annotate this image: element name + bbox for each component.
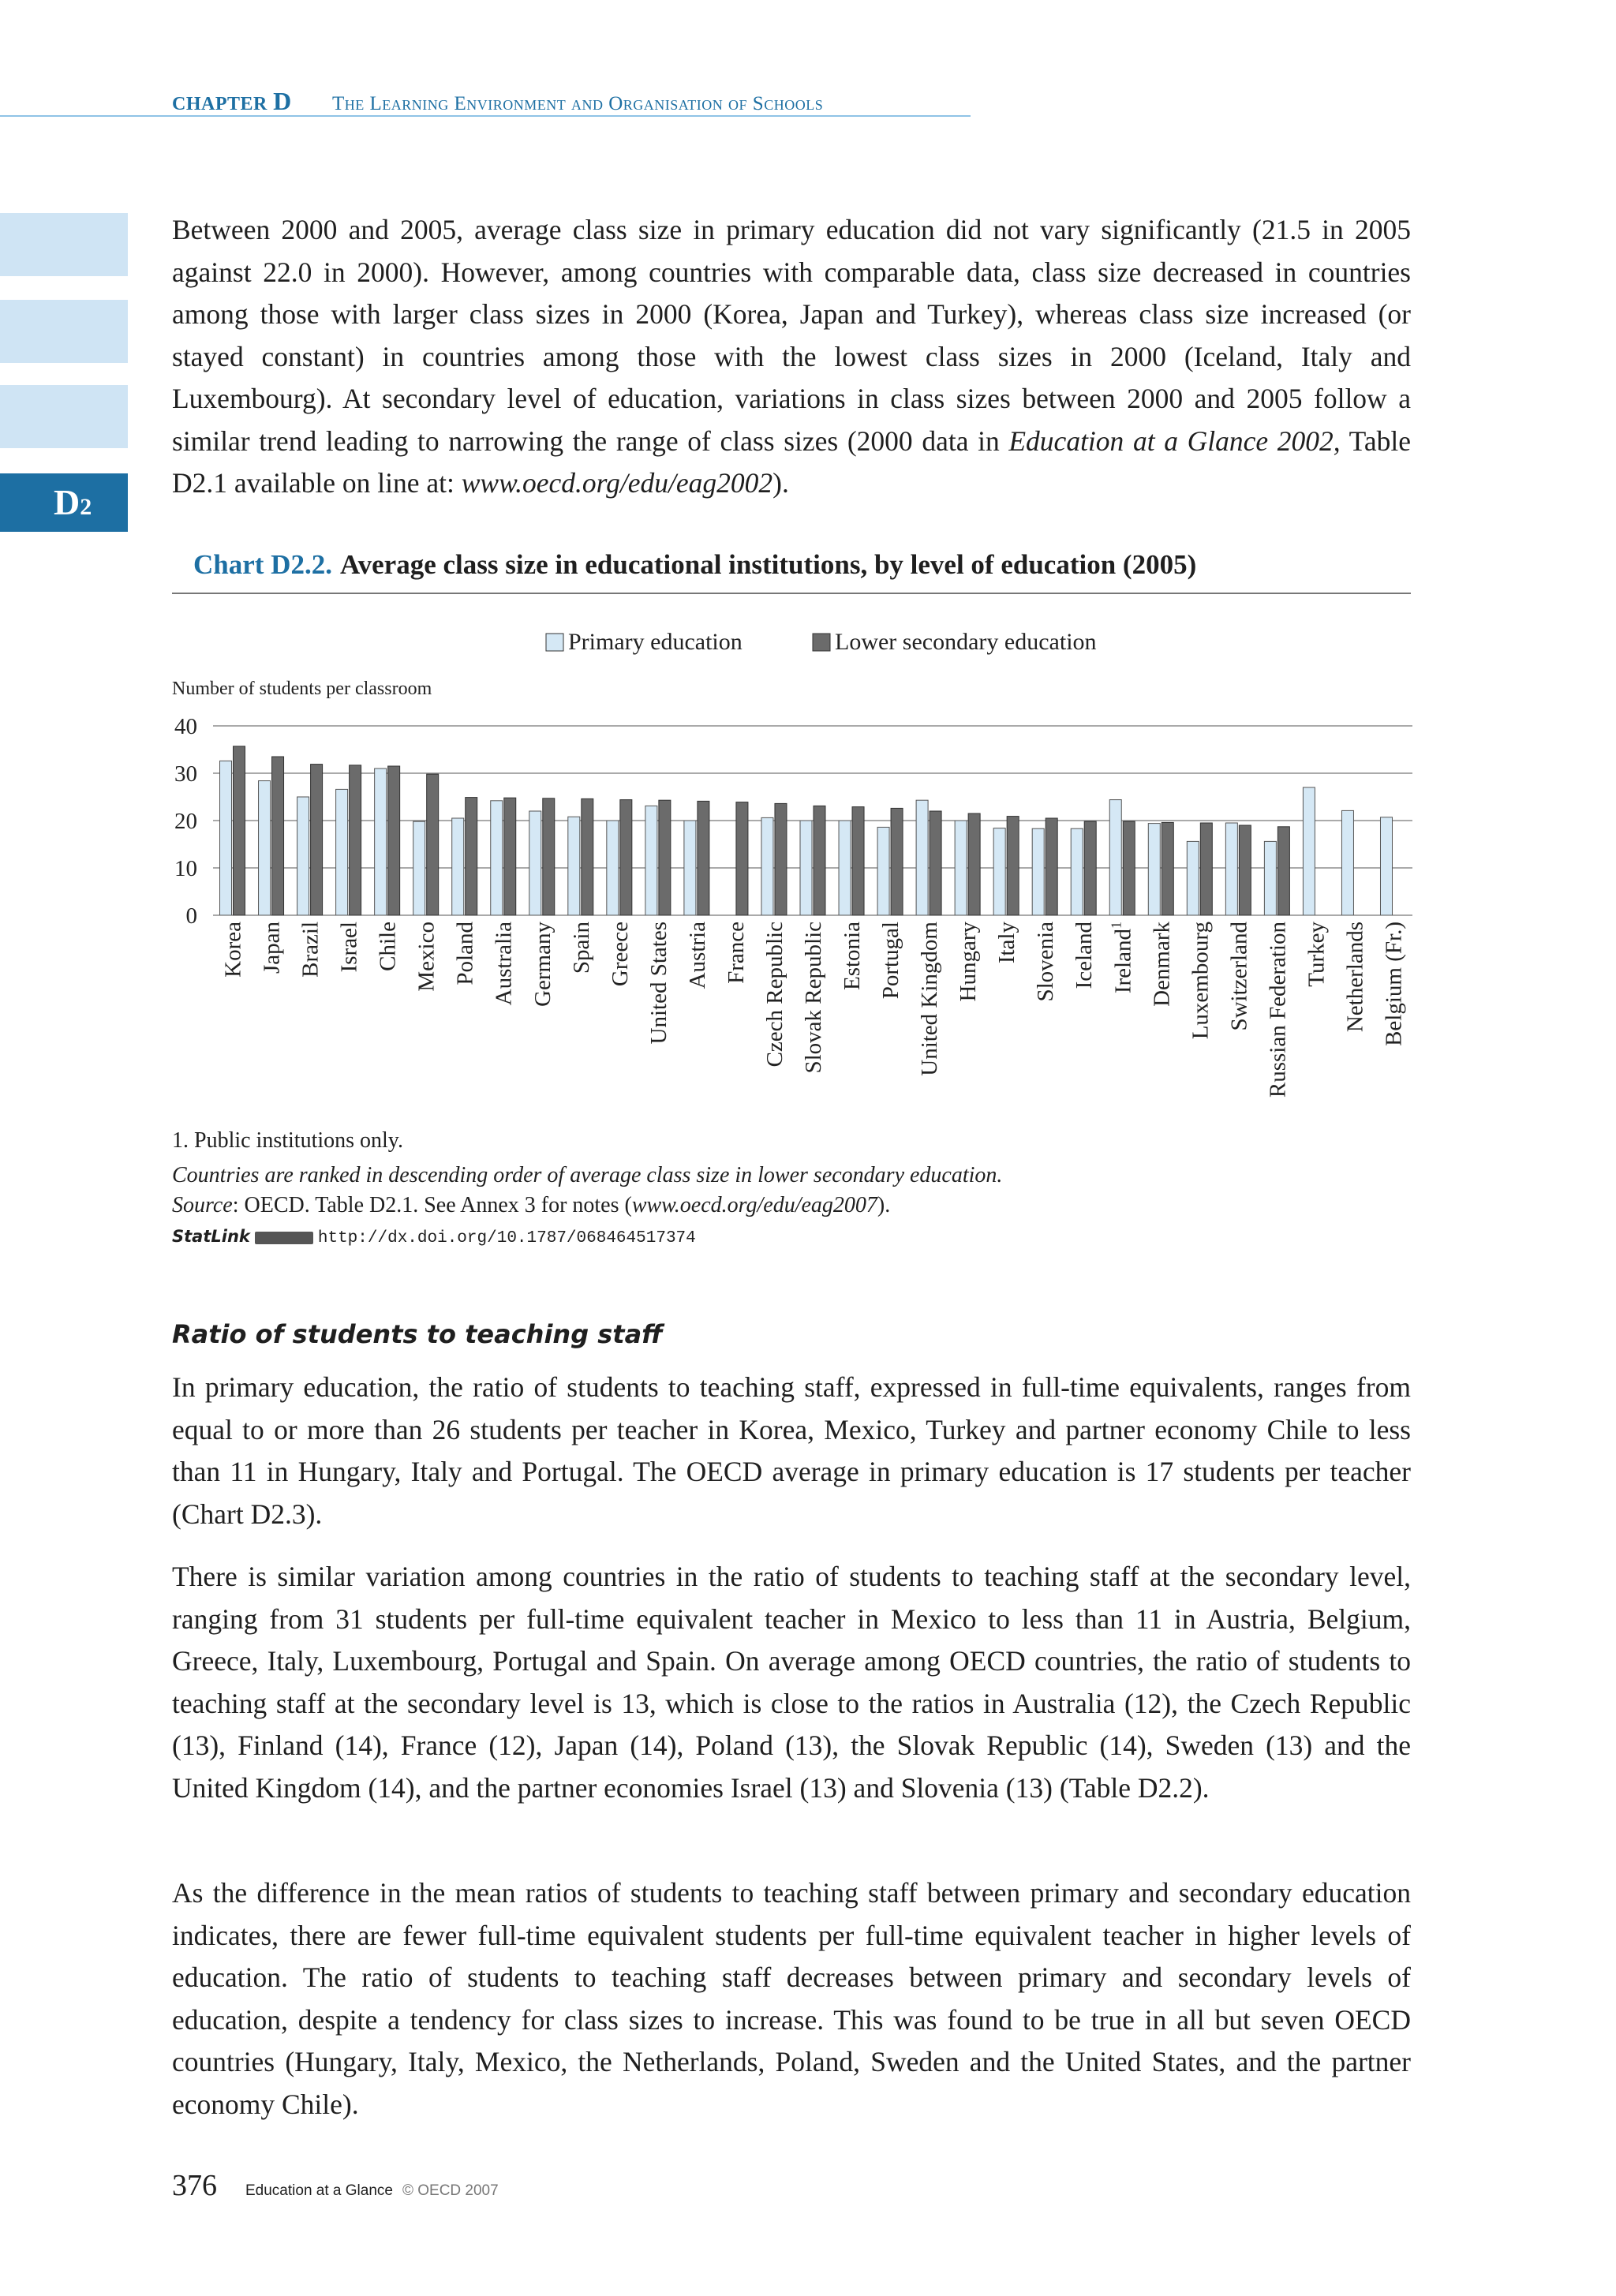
bar-primary: [955, 821, 967, 915]
x-tick-label: Denmark: [1149, 922, 1175, 1007]
bar-primary: [877, 827, 889, 915]
x-tick-label: Slovak Republic: [801, 922, 826, 1074]
side-tab-1: [0, 213, 128, 276]
bar-lower-secondary: [582, 798, 593, 915]
intro-paragraph: [172, 209, 1411, 505]
x-tick-label: Australia: [491, 922, 517, 1006]
copyright: © OECD 2007: [402, 2182, 499, 2199]
bar-lower-secondary: [930, 811, 941, 915]
statlink: [172, 1227, 696, 1247]
bar-primary: [375, 768, 387, 915]
x-tick-label: Korea: [220, 922, 246, 978]
intro-text-1: Between 2000 and 2005, average class size in primary education did not vary significantly (21.5 in 2005 against 22.0 in 2000). However, among countries with comparable data, class size decreased in countries among those with larger class sizes in 2000 (Korea, Japan and Turkey), whereas class size increased (or stayed constant) in countries among those with the lowest class sizes in 2000 (Iceland, Italy and Luxembourg). At secondary level of education, variations in class sizes between 2000 and 2005 follow a similar trend leading to narrowing the range of class sizes (2000 data in: [172, 214, 1411, 457]
bar-lower-secondary: [1162, 822, 1173, 915]
bar-lower-secondary: [311, 765, 323, 915]
bar-lower-secondary: [1277, 827, 1289, 915]
bar-lower-secondary: [1084, 821, 1096, 915]
body-paragraph-3: As the difference in the mean ratios of students to teaching staff between primary and secondary education indicates, there are fewer full-time equivalent students per full-time equivalent teacher in higher levels of education. The ratio of students to teaching staff decreases between primary and secondary levels of education, despite a tendency for class sizes to increase. This was found to be true in all but seven OECD countries (Hungary, Italy, Mexico, the Netherlands, Poland, Sweden and the United States, and the partner economy Chile).: [172, 1877, 1411, 2120]
chapter-label: CHAPTER: [172, 94, 267, 114]
x-tick-label: Germany: [529, 922, 556, 1007]
bar-chart: [158, 615, 1420, 1136]
ranking-note: Countries are ranked in descending order of average class size in lower secondary education.: [172, 1163, 1003, 1187]
side-tab-2: [0, 300, 128, 363]
x-tick-label: Japan: [259, 922, 285, 974]
bar-primary: [1225, 823, 1237, 915]
x-tick-label: Belgium (Fr.): [1381, 922, 1407, 1046]
bar-lower-secondary: [543, 798, 555, 915]
bar-lower-secondary: [1123, 821, 1135, 915]
x-tick-label: Chile: [375, 922, 401, 971]
bar-primary: [916, 800, 928, 915]
body-paragraph-2: There is similar variation among countries in the ratio of students to teaching staff at the secondary level, ranging from 31 students per full-time equivalent teacher in Mexico to less than 11 in Austria, Belgium, Greece, Italy, Luxembourg, Portugal and Spain. On average among OECD countries, the ratio of students to teaching staff at the secondary level is 13, which is close to the ratios in Australia (12), the Czech Republic (13), Finland (14), France (12), Japan (14), Poland (13), the Slovak Republic (14), Sweden (13) and the United Kingdom (14), and the partner economies Israel (13) and Slovenia (13) (Table D2.2).: [172, 1561, 1411, 1804]
bar-primary: [529, 811, 541, 915]
legend-label-lower-secondary: Lower secondary education: [835, 629, 1097, 655]
x-tick-label: Slovenia: [1033, 922, 1059, 1002]
bar-primary: [1380, 817, 1392, 915]
bar-primary: [761, 817, 773, 915]
x-tick-label: Turkey: [1304, 922, 1330, 987]
x-tick-label: Russian Federation: [1265, 922, 1291, 1098]
bar-lower-secondary: [891, 808, 903, 915]
chapter-title: The Learning Environment and Organisation of Schools: [331, 93, 824, 114]
bar-primary: [220, 761, 232, 915]
bar-lower-secondary: [504, 798, 516, 915]
bar-primary: [1071, 828, 1083, 915]
bar-lower-secondary: [736, 802, 748, 915]
footnote-mark: 1: [1108, 922, 1124, 929]
footnote: 1. Public institutions only.: [172, 1128, 403, 1153]
y-tick-label: 0: [185, 903, 197, 929]
chart-number: Chart D2.2.: [193, 549, 332, 580]
section-subheading: Ratio of students to teaching staff: [172, 1319, 663, 1349]
intro-italic: Education at a Glance 2002,: [1008, 424, 1341, 457]
running-header: [172, 87, 823, 116]
intro-url[interactable]: www.oecd.org/edu/eag2002: [461, 467, 773, 499]
bar-primary: [993, 828, 1005, 915]
page-number: 376: [172, 2169, 217, 2202]
bar-primary: [1187, 841, 1199, 915]
bar-lower-secondary: [1046, 818, 1057, 915]
bar-lower-secondary: [427, 774, 439, 915]
bar-lower-secondary: [814, 806, 825, 915]
intro-text-3: ).: [772, 467, 789, 499]
bar-primary: [1341, 810, 1353, 915]
intro-text-2: Table D2.1 available on line at:: [172, 424, 1411, 499]
bar-primary: [607, 821, 619, 915]
bar-primary: [1148, 824, 1160, 915]
bar-primary: [336, 789, 348, 915]
x-tick-label: Mexico: [413, 922, 440, 992]
bar-primary: [413, 821, 425, 915]
bar-lower-secondary: [234, 746, 245, 915]
bar-lower-secondary: [852, 807, 864, 915]
section-tab-letter: D: [54, 482, 80, 522]
legend-swatch-lower-secondary: [813, 634, 830, 651]
x-tick-label: Israel: [336, 922, 362, 973]
x-tick-label: United Kingdom: [917, 922, 943, 1076]
bar-lower-secondary: [388, 766, 400, 915]
bar-lower-secondary: [1007, 817, 1019, 915]
x-tick-label: Brazil: [297, 922, 324, 978]
bar-lower-secondary: [1200, 823, 1212, 915]
x-tick-label: Portugal: [878, 922, 904, 1000]
bar-primary: [1032, 828, 1044, 915]
bar-primary: [297, 797, 309, 915]
bar-primary: [259, 781, 271, 915]
source-note: [172, 1193, 890, 1218]
x-tick-label: Spain: [568, 922, 594, 974]
bar-primary: [684, 821, 696, 915]
bar-lower-secondary: [968, 813, 980, 915]
x-tick-label: Iceland: [1072, 922, 1098, 989]
bar-primary: [1303, 787, 1315, 915]
legend-swatch-primary: [546, 634, 563, 651]
y-tick-label: 30: [174, 761, 197, 787]
publication-name: Education at a Glance: [245, 2182, 393, 2199]
bar-lower-secondary: [775, 803, 787, 915]
x-tick-label: Czech Republic: [761, 922, 787, 1068]
x-tick-label: Ireland$^1$: [1108, 922, 1136, 994]
side-tab-3: [0, 385, 128, 448]
bar-lower-secondary: [659, 800, 671, 915]
chart-title-rule: [172, 593, 1411, 594]
bar-lower-secondary: [350, 765, 361, 915]
chart-title-text: Average class size in educational institutions, by level of education (2005): [339, 549, 1197, 580]
x-tick-label: Switzerland: [1226, 922, 1252, 1031]
header-rule: [0, 115, 971, 117]
chapter-letter: D: [273, 87, 292, 115]
bar-primary: [800, 821, 812, 915]
body-paragraph-1: In primary education, the ratio of students to teaching staff, expressed in full-time equivalents, ranges from equal to or more than 26 students per teacher in Korea, Mexico, Turkey and partner economy Chile to less than 11 in Hungary, Italy and Portugal. The OECD average in primary education is 17 students per teacher (Chart D2.3).: [172, 1371, 1411, 1530]
x-tick-label: Luxembourg: [1188, 922, 1214, 1040]
statlink-label: StatLink: [172, 1227, 250, 1246]
y-axis-label: Number of students per classroom: [172, 679, 432, 699]
y-tick-label: 40: [174, 714, 197, 739]
x-tick-label: Italy: [994, 922, 1020, 964]
source-url[interactable]: www.oecd.org/edu/eag2007: [631, 1193, 877, 1217]
x-tick-label: France: [723, 922, 749, 984]
bar-lower-secondary: [1239, 825, 1251, 915]
bar-primary: [1264, 841, 1276, 915]
bar-lower-secondary: [272, 757, 284, 915]
bar-primary: [645, 806, 657, 915]
x-tick-label: Poland: [452, 922, 478, 985]
page-footer: [172, 2168, 499, 2203]
x-tick-label: Hungary: [956, 922, 982, 1002]
x-tick-label: Estonia: [840, 922, 866, 990]
bar-lower-secondary: [698, 801, 709, 915]
chart-title: [193, 549, 1196, 581]
x-tick-label: United States: [645, 922, 671, 1045]
statlink-url[interactable]: http://dx.doi.org/10.1787/068464517374: [317, 1229, 696, 1247]
source-label: Source: [172, 1193, 233, 1217]
bar-primary: [452, 818, 464, 915]
x-tick-label: Austria: [684, 922, 710, 989]
statlink-icon: [255, 1232, 313, 1244]
source-end: ).: [877, 1193, 891, 1217]
y-tick-label: 10: [174, 856, 197, 881]
y-tick-label: 20: [174, 809, 197, 834]
section-tab-number: 2: [80, 494, 92, 520]
x-tick-label: Greece: [607, 922, 633, 987]
section-tab: [0, 473, 128, 532]
bar-lower-secondary: [466, 798, 477, 915]
bar-lower-secondary: [620, 800, 632, 915]
bar-primary: [491, 801, 503, 915]
source-text: : OECD. Table D2.1. See Annex 3 for notes (: [232, 1193, 632, 1217]
legend-label-primary: Primary education: [568, 629, 743, 655]
bar-primary: [568, 817, 580, 915]
bar-primary: [839, 821, 851, 915]
bar-primary: [1109, 800, 1121, 915]
x-tick-label: Netherlands: [1342, 922, 1368, 1033]
